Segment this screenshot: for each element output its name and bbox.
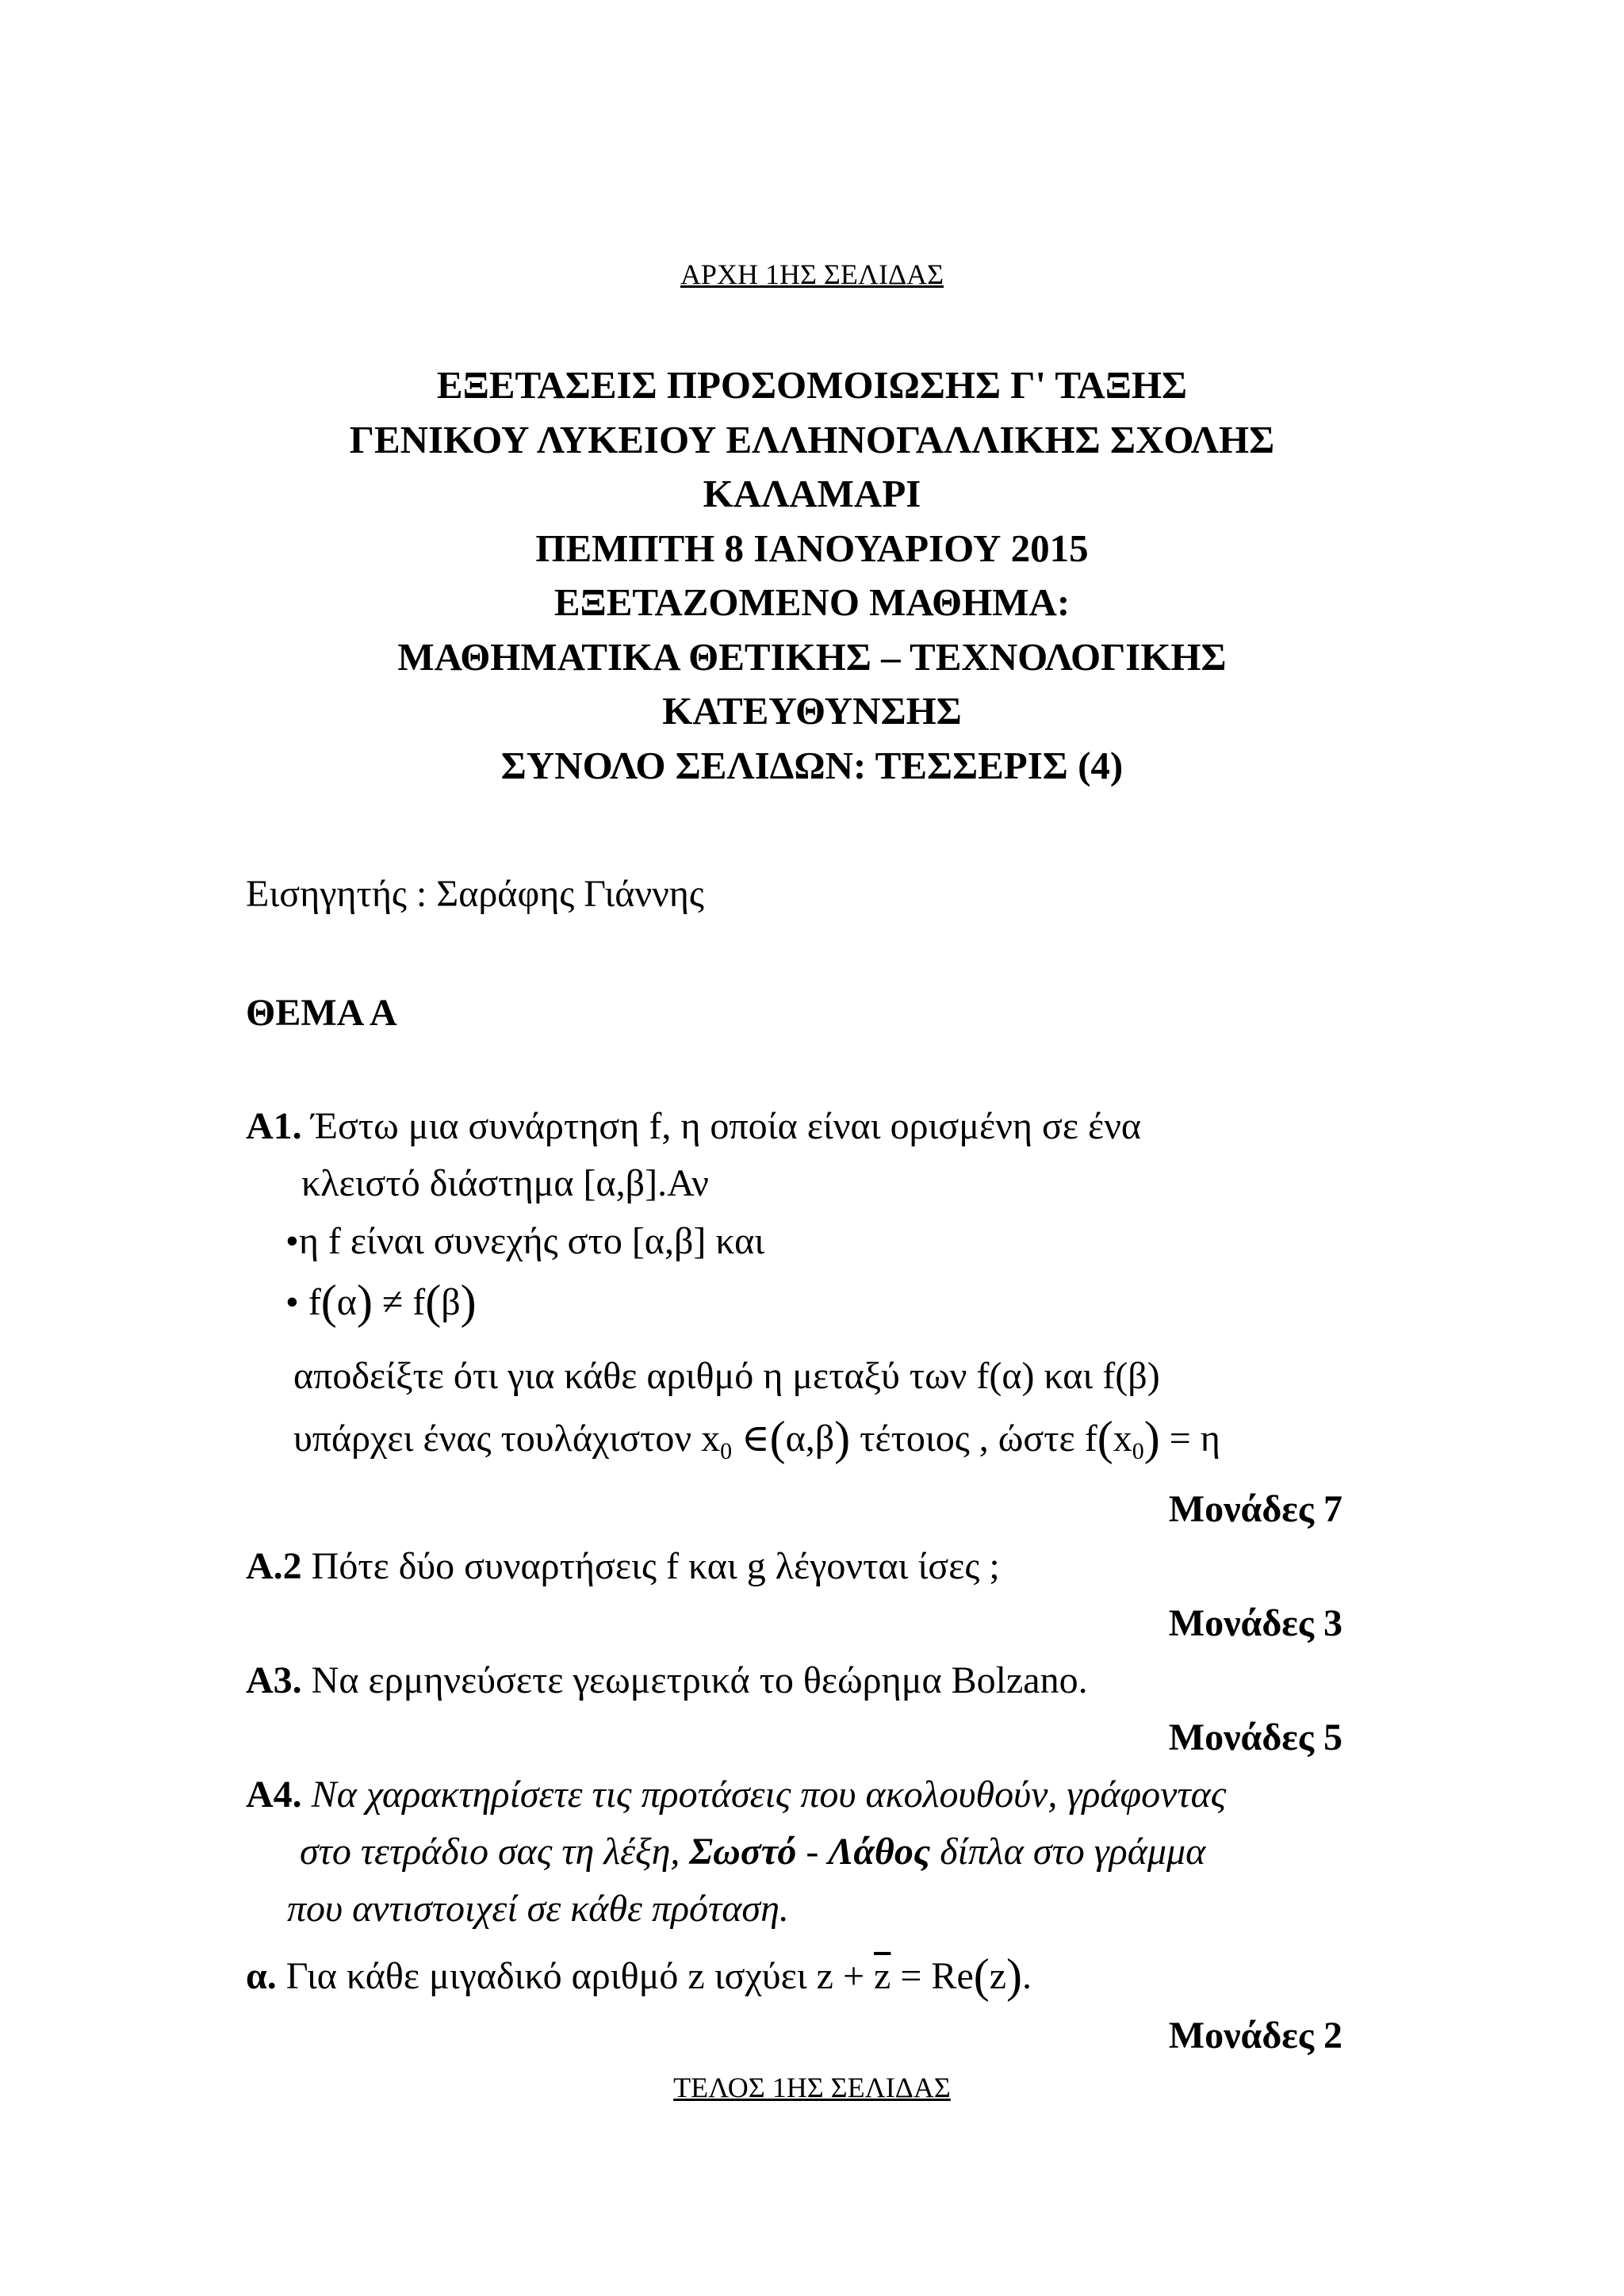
units-label: Μονάδες xyxy=(1168,2015,1314,2057)
units-label: Μονάδες xyxy=(1168,1716,1314,1758)
points-value: 5 xyxy=(1323,1716,1342,1758)
a4-alpha-text: Για κάθε μιγαδικό αριθμό z ισχύει xyxy=(285,1955,807,1997)
a1-text-line1: Έστω μια συνάρτηση f, η οποία είναι ορισμένη σε ένα xyxy=(311,1105,1142,1147)
math-x: x xyxy=(1113,1418,1132,1460)
a3-label: Α3. xyxy=(246,1659,302,1701)
paren-open: ( xyxy=(973,1950,990,2002)
math-beta: β xyxy=(441,1281,461,1323)
math-z: z xyxy=(989,1955,1007,1997)
paren-open: ( xyxy=(425,1276,442,1328)
a4-line2-pre: στο τετράδιο σας τη λέξη, xyxy=(300,1831,680,1873)
units-label: Μονάδες xyxy=(1168,1488,1314,1530)
paren-close: ) xyxy=(356,1276,373,1328)
units-label: Μονάδες xyxy=(1168,1602,1314,1644)
title-line: ΚΑΛΑΜΑΡΙ xyxy=(703,472,921,515)
a4-dash: - xyxy=(806,1831,819,1873)
a3-question xyxy=(246,1659,1088,1702)
math-equals-eta: = η xyxy=(1169,1418,1220,1460)
a1-text-line3: αποδείξτε ότι για κάθε αριθμό η μεταξύ των f(α) και f(β) xyxy=(293,1355,1160,1397)
title-block xyxy=(0,358,1624,793)
a3-text: Να ερμηνεύσετε γεωμετρικά το θεώρημα Bolzano. xyxy=(311,1659,1088,1701)
title-line: ΠΕΜΠΤΗ 8 ΙΑΝΟΥΑΡΙΟΥ 2015 xyxy=(535,526,1089,570)
math-alpha: α xyxy=(336,1281,357,1323)
a1-line4-text: υπάρχει ένας τουλάχιστον xyxy=(293,1418,692,1460)
a4-text-line1: Να χαρακτηρίσετε τις προτάσεις που ακολουθούν, γράφοντας xyxy=(311,1774,1227,1816)
points-value: 7 xyxy=(1323,1488,1342,1530)
a4-line2-post: δίπλα στο γράμμα xyxy=(940,1831,1206,1873)
paren-close: ) xyxy=(1143,1412,1160,1464)
a4-alpha-points xyxy=(1169,2014,1342,2057)
a2-label: Α.2 xyxy=(246,1545,302,1587)
paren-open: ( xyxy=(320,1276,337,1328)
title-line: ΕΞΕΤΑΖΟΜΕΝΟ ΜΑΘΗΜΑ: xyxy=(553,580,1071,624)
title-line: ΕΞΕΤΑΣΕΙΣ ΠΡΟΣΟΜΟΙΩΣΗΣ Γ' ΤΑΞΗΣ xyxy=(436,363,1188,407)
points-value: 3 xyxy=(1323,1602,1342,1644)
a1-line1 xyxy=(246,1104,1141,1148)
a4-true-word: Σωστό xyxy=(689,1831,797,1873)
paren-open: ( xyxy=(769,1412,786,1464)
a4-line1 xyxy=(246,1773,1226,1816)
a3-points xyxy=(1169,1716,1342,1759)
math-re: Re xyxy=(931,1955,974,1997)
title-line: ΚΑΤΕΥΘΥΝΣΗΣ xyxy=(662,689,962,733)
a2-points xyxy=(1169,1601,1342,1645)
a1-line4-text2: τέτοιος , ώστε xyxy=(860,1418,1075,1460)
a1-text-line2: κλειστό διάστημα [α,β].Αν xyxy=(301,1162,709,1204)
a4-text-line3: που αντιστοιχεί σε κάθε πρόταση. xyxy=(287,1888,789,1930)
a4-label: Α4. xyxy=(246,1774,302,1816)
title-line: ΣΥΝΟΛΟ ΣΕΛΙΔΩΝ: ΤΕΣΣΕΡΙΣ (4) xyxy=(500,743,1124,787)
paren-open: ( xyxy=(1097,1412,1113,1464)
paren-close: ) xyxy=(460,1276,477,1328)
a4-line2 xyxy=(300,1830,1205,1873)
a1-label: Α1. xyxy=(246,1105,302,1147)
title-line: ΜΑΘΗΜΑΤΙΚΑ ΘΕΤΙΚΗΣ – ΤΕΧΝΟΛΟΓΙΚΗΣ xyxy=(397,634,1227,679)
math-not-equal: ≠ xyxy=(381,1281,404,1323)
page-start-label: ΑΡΧΗ 1ΗΣ ΣΕΛΙΔΑΣ xyxy=(680,258,944,290)
points-value: 2 xyxy=(1323,2015,1342,2057)
math-f: f xyxy=(308,1281,321,1323)
math-plus: + xyxy=(842,1955,865,1997)
paren-close: ) xyxy=(1006,1950,1023,2002)
a2-question xyxy=(246,1544,1000,1588)
a1-bullet1 xyxy=(285,1219,764,1263)
math-x: x xyxy=(701,1418,721,1460)
a1-bullet1-text: η f είναι συνεχής στο [α,β] και xyxy=(298,1220,765,1262)
bullet-icon: • xyxy=(285,1220,299,1262)
page-end-label: ΤΕΛΟΣ 1ΗΣ ΣΕΛΙΔΑΣ xyxy=(673,2072,951,2103)
a4-alpha-label: α. xyxy=(246,1955,277,1997)
a1-points xyxy=(1169,1487,1342,1531)
a4-false-word: Λάθος xyxy=(828,1831,931,1873)
bullet-icon: • xyxy=(285,1281,299,1323)
math-interval: α,β xyxy=(785,1418,835,1460)
a1-text-line4 xyxy=(293,1411,1220,1466)
math-f: f xyxy=(412,1281,426,1323)
author-line: Εισηγητής : Σαράφης Γιάννης xyxy=(246,873,704,915)
math-z-conjugate: $\overline{z}$ xyxy=(874,1955,891,1997)
math-subscript: 0 xyxy=(1132,1438,1144,1464)
a4-alpha-statement xyxy=(246,1949,1032,2003)
paren-close: ) xyxy=(834,1412,851,1464)
math-equals: = xyxy=(900,1955,922,1997)
math-f: f xyxy=(1084,1418,1097,1460)
title-line: ΓΕΝΙΚΟΥ ΛΥΚΕΙΟΥ ΕΛΛΗΝΟΓΑΛΛΙΚΗΣ ΣΧΟΛΗΣ xyxy=(349,417,1275,461)
a2-text: Πότε δύο συναρτήσεις f και g λέγονται ίσες ; xyxy=(311,1545,1000,1587)
math-element-of: ∈ xyxy=(741,1418,770,1460)
period: . xyxy=(1022,1955,1032,1997)
math-z: z xyxy=(816,1955,833,1997)
math-subscript: 0 xyxy=(720,1438,733,1464)
a1-bullet2 xyxy=(285,1275,477,1330)
section-title: ΘΕΜΑ Α xyxy=(246,992,397,1034)
